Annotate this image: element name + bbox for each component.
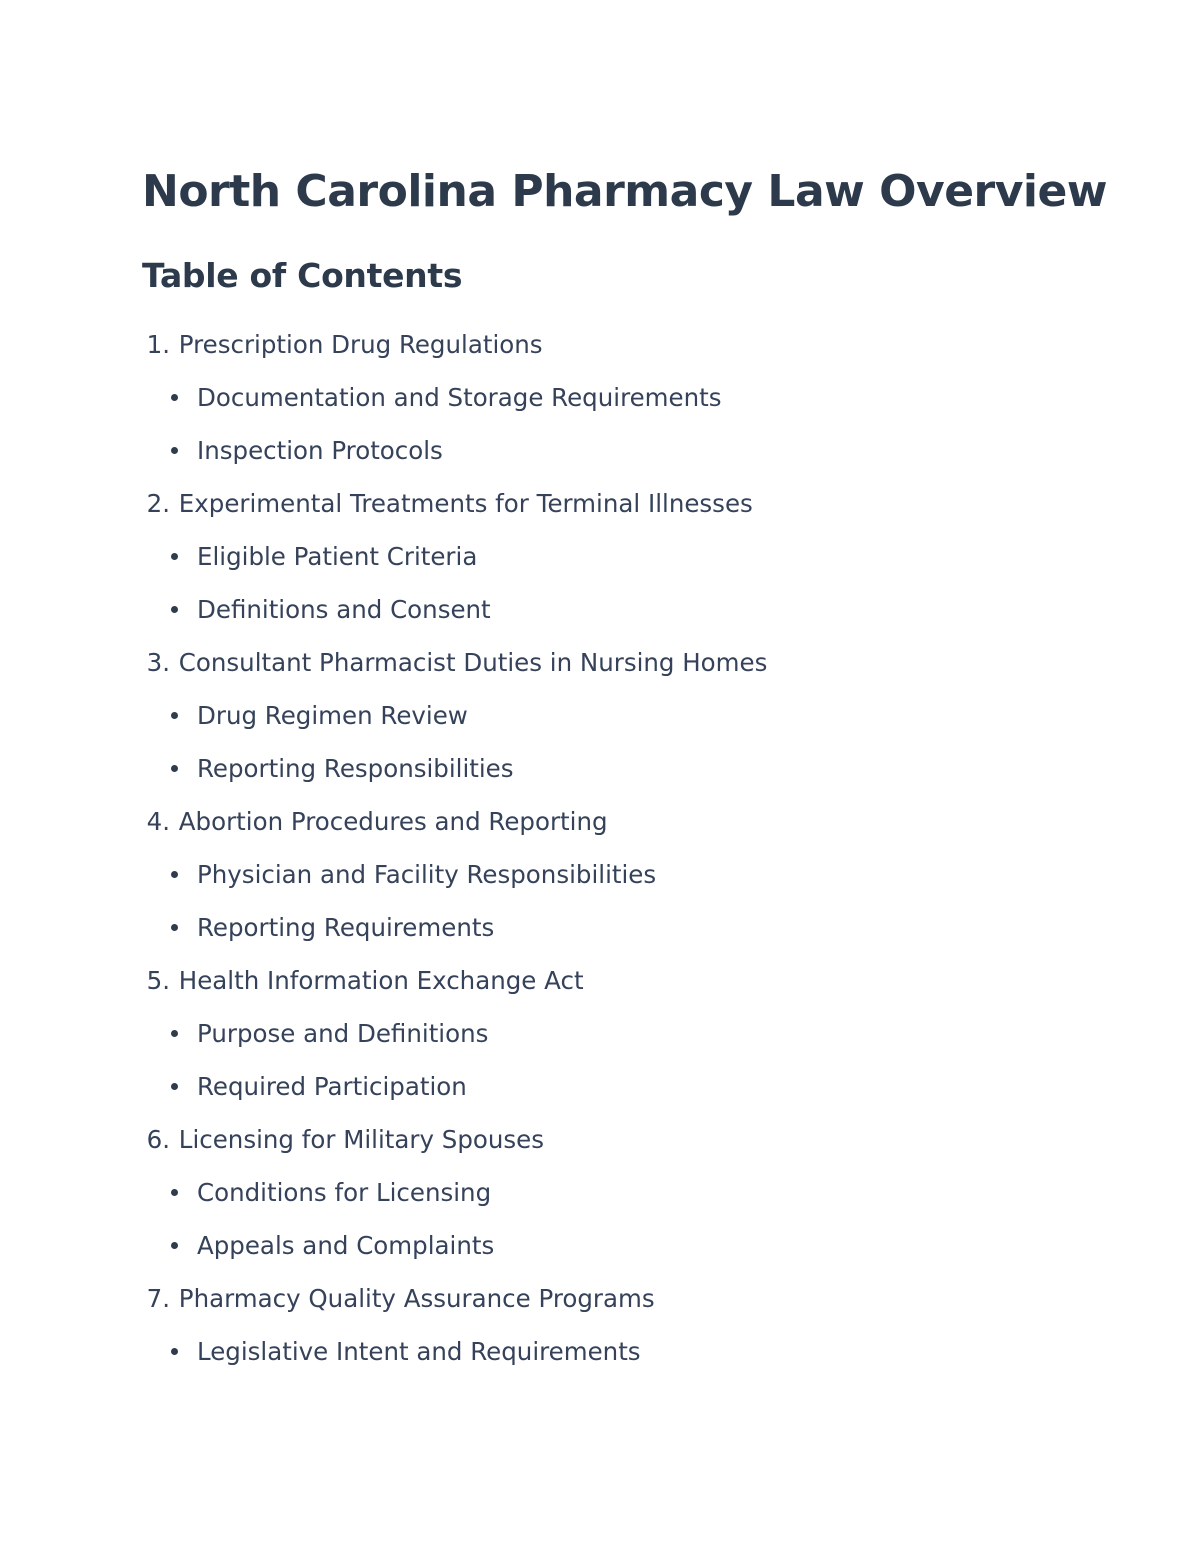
bullet-icon <box>171 1189 178 1196</box>
toc-section-number: 4. <box>146 807 170 836</box>
toc-subsection-label: Inspection Protocols <box>197 436 443 465</box>
document-title: North Carolina Pharmacy Law Overview <box>142 166 1107 217</box>
toc-subsection-list <box>142 855 1142 961</box>
toc-subsection-item <box>142 1332 1142 1385</box>
bullet-icon <box>171 447 178 454</box>
toc-subsection-item <box>142 1173 1142 1226</box>
toc-section-label: Prescription Drug Regulations <box>178 330 543 359</box>
toc-section-label: Consultant Pharmacist Duties in Nursing Homes <box>178 648 768 677</box>
toc-section <box>142 961 1142 1120</box>
toc-subsection-item <box>142 749 1142 802</box>
toc-section-line <box>142 1120 1142 1173</box>
toc-subsection-item <box>142 855 1142 908</box>
toc-section-number: 7. <box>146 1284 170 1313</box>
bullet-icon <box>171 553 178 560</box>
toc-subsection-label: Eligible Patient Criteria <box>197 542 478 571</box>
toc-subsection-item <box>142 1014 1142 1067</box>
toc-section-line <box>142 643 1142 696</box>
toc-section-number: 2. <box>146 489 170 518</box>
toc-subsection-list <box>142 1173 1142 1279</box>
bullet-icon <box>171 1083 178 1090</box>
toc-subsection-item <box>142 1226 1142 1279</box>
toc-subsection-list <box>142 537 1142 643</box>
bullet-icon <box>171 871 178 878</box>
toc-heading: Table of Contents <box>142 256 463 295</box>
bullet-icon <box>171 924 178 931</box>
toc-section <box>142 1279 1142 1385</box>
toc-section-label: Licensing for Military Spouses <box>178 1125 544 1154</box>
toc-subsection-item <box>142 908 1142 961</box>
toc-subsection-item <box>142 696 1142 749</box>
toc-subsection-label: Required Participation <box>197 1072 467 1101</box>
toc-section-line <box>142 325 1142 378</box>
toc-subsection-label: Reporting Requirements <box>197 913 495 942</box>
toc-subsection-list <box>142 1014 1142 1120</box>
toc-section-label: Experimental Treatments for Terminal Illnesses <box>178 489 753 518</box>
toc-subsection-label: Documentation and Storage Requirements <box>197 383 722 412</box>
toc-subsection-item <box>142 537 1142 590</box>
toc-section <box>142 802 1142 961</box>
table-of-contents <box>142 325 1142 1385</box>
toc-subsection-label: Appeals and Complaints <box>197 1231 495 1260</box>
bullet-icon <box>171 765 178 772</box>
toc-section <box>142 1120 1142 1279</box>
bullet-icon <box>171 606 178 613</box>
toc-section-line <box>142 802 1142 855</box>
toc-section-line <box>142 484 1142 537</box>
bullet-icon <box>171 1242 178 1249</box>
toc-section-label: Health Information Exchange Act <box>178 966 584 995</box>
bullet-icon <box>171 1348 178 1355</box>
toc-subsection-label: Reporting Responsibilities <box>197 754 514 783</box>
toc-subsection-item <box>142 378 1142 431</box>
bullet-icon <box>171 712 178 719</box>
bullet-icon <box>171 1030 178 1037</box>
toc-subsection-label: Legislative Intent and Requirements <box>197 1337 641 1366</box>
toc-section <box>142 484 1142 643</box>
toc-section-number: 5. <box>146 966 170 995</box>
toc-section <box>142 643 1142 802</box>
toc-section-line <box>142 1279 1142 1332</box>
toc-subsection-item <box>142 431 1142 484</box>
toc-subsection-label: Physician and Facility Responsibilities <box>197 860 657 889</box>
toc-section-number: 1. <box>146 330 170 359</box>
toc-section-label: Pharmacy Quality Assurance Programs <box>178 1284 655 1313</box>
toc-section <box>142 325 1142 484</box>
bullet-icon <box>171 394 178 401</box>
toc-section-line <box>142 961 1142 1014</box>
toc-subsection-item <box>142 1067 1142 1120</box>
toc-section-number: 3. <box>146 648 170 677</box>
toc-subsection-label: Definitions and Consent <box>197 595 491 624</box>
toc-subsection-list <box>142 1332 1142 1385</box>
toc-subsection-label: Drug Regimen Review <box>197 701 468 730</box>
toc-subsection-label: Purpose and Definitions <box>197 1019 489 1048</box>
toc-section-label: Abortion Procedures and Reporting <box>178 807 608 836</box>
toc-subsection-list <box>142 378 1142 484</box>
toc-section-number: 6. <box>146 1125 170 1154</box>
toc-subsection-item <box>142 590 1142 643</box>
toc-subsection-list <box>142 696 1142 802</box>
toc-subsection-label: Conditions for Licensing <box>197 1178 492 1207</box>
